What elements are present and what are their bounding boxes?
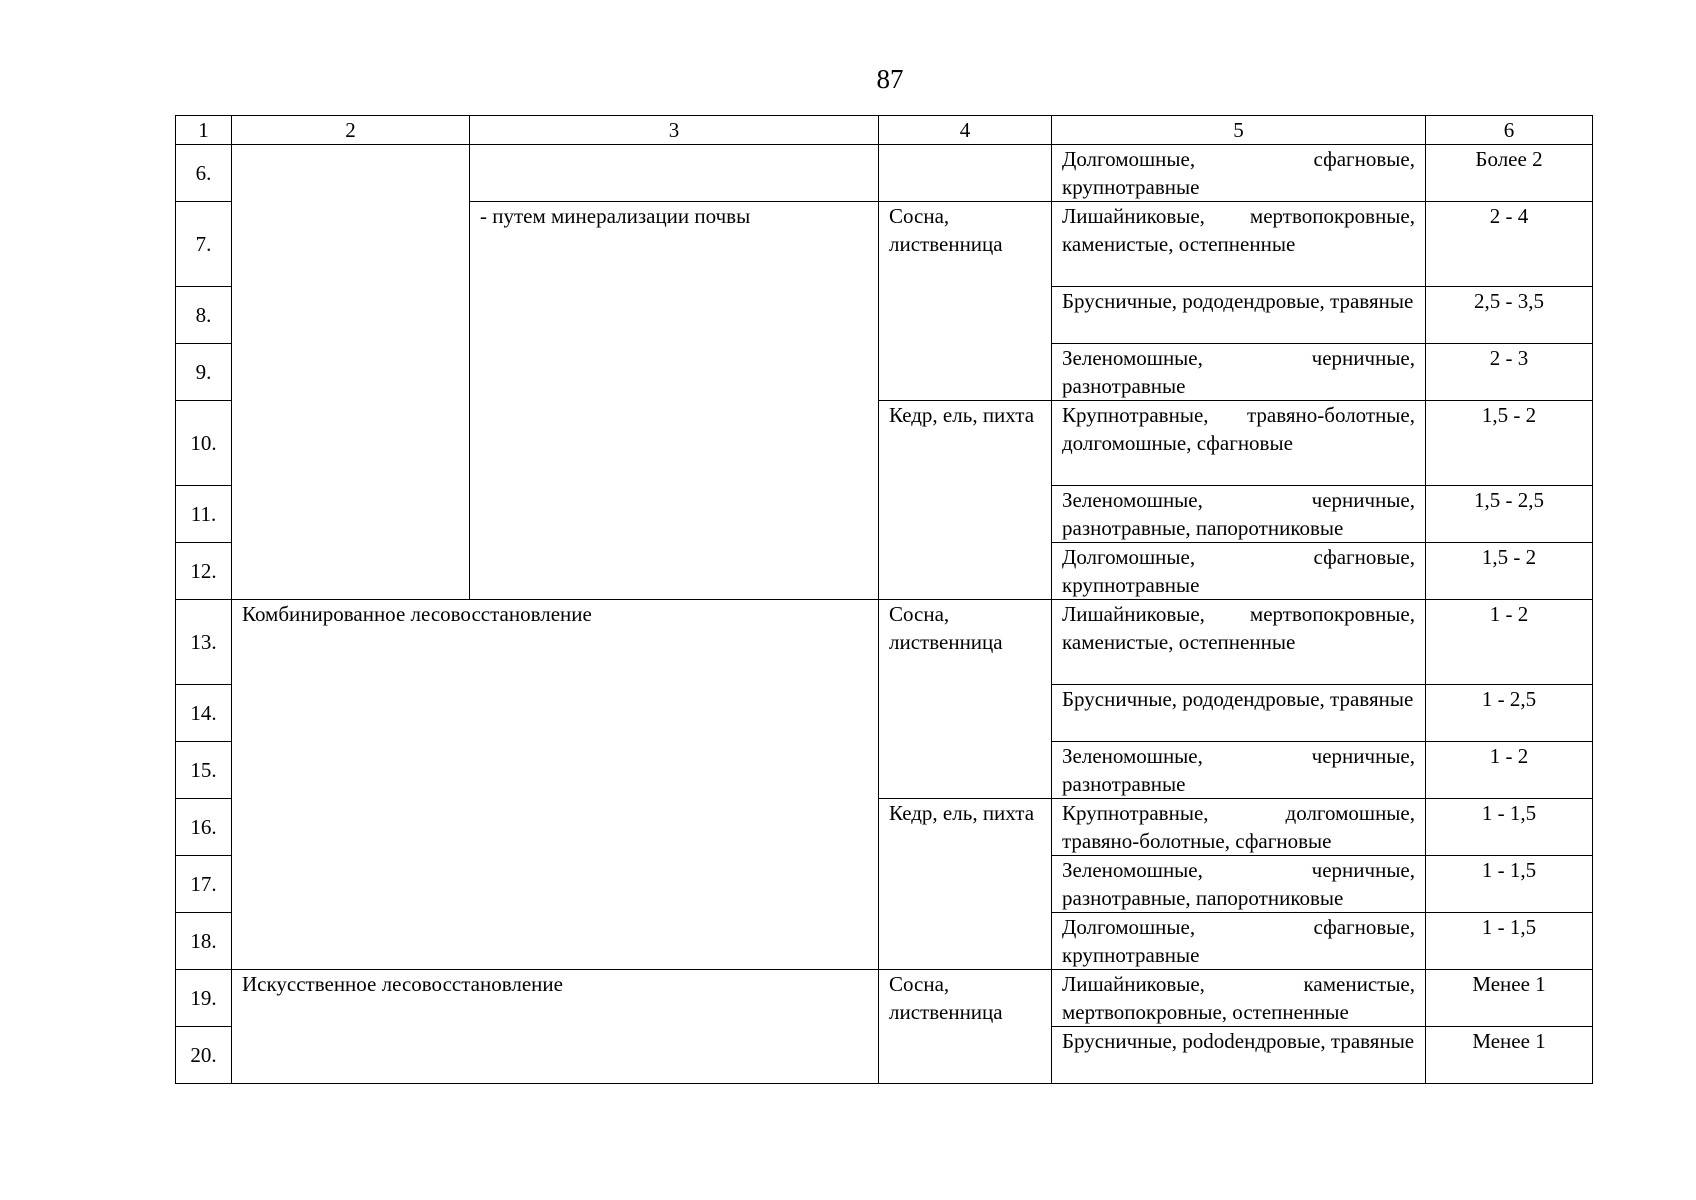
forest-type-cell: Брусничные, рододендровые, травяные <box>1052 287 1426 344</box>
forest-restoration-table <box>175 115 1593 1084</box>
table-row <box>176 145 1593 202</box>
value-cell: 1 - 2 <box>1426 742 1593 799</box>
row-number: 14. <box>176 685 232 742</box>
forest-type-cell: Брусничные, рododендровые, травяные <box>1052 1027 1426 1084</box>
forest-type-cell: Долгомошные, сфагновые, крупнотравные <box>1052 543 1426 600</box>
row-number: 19. <box>176 970 232 1027</box>
value-cell: 1,5 - 2 <box>1426 543 1593 600</box>
forest-type-cell: Зеленомошные, черничные, разнотравные, папоротниковые <box>1052 856 1426 913</box>
header-cell: 2 <box>232 116 470 145</box>
forest-type-cell: Долгомошные, сфагновые, крупнотравные <box>1052 913 1426 970</box>
forest-type-cell: Лишайниковые, мертвопокровные, каменистые, остепненные <box>1052 202 1426 287</box>
value-cell: 1 - 1,5 <box>1426 856 1593 913</box>
header-cell: 4 <box>879 116 1052 145</box>
forest-type-cell: Крупнотравные, долгомошные, травяно-болотные, сфагновые <box>1052 799 1426 856</box>
value-cell: 2 - 4 <box>1426 202 1593 287</box>
value-cell: 1 - 2 <box>1426 600 1593 685</box>
page-number: 87 <box>876 64 904 94</box>
row-number: 11. <box>176 486 232 543</box>
value-cell: Более 2 <box>1426 145 1593 202</box>
table-row <box>176 600 1593 685</box>
header-cell: 3 <box>470 116 879 145</box>
value-cell: 1,5 - 2 <box>1426 401 1593 486</box>
forest-type-cell: Зеленомошные, черничные, разнотравные <box>1052 344 1426 401</box>
method-cell-empty <box>232 145 470 600</box>
header-cell: 5 <box>1052 116 1426 145</box>
value-cell: Менее 1 <box>1426 970 1593 1027</box>
row-number: 18. <box>176 913 232 970</box>
header-cell: 1 <box>176 116 232 145</box>
row-number: 8. <box>176 287 232 344</box>
forest-type-cell: Зеленомошные, черничные, разнотравные <box>1052 742 1426 799</box>
table-row <box>176 970 1593 1027</box>
header-row <box>176 116 1593 145</box>
submethod-cell-empty <box>470 145 879 202</box>
row-number: 13. <box>176 600 232 685</box>
row-number: 12. <box>176 543 232 600</box>
species-cell: Сосна, лиственница <box>879 202 1052 401</box>
submethod-cell: - путем минерализации почвы <box>470 202 879 600</box>
header-cell: 6 <box>1426 116 1593 145</box>
forest-type-cell: Лишайниковые, каменистые, мертвопокровные, остепненные <box>1052 970 1426 1027</box>
row-number: 9. <box>176 344 232 401</box>
row-number: 7. <box>176 202 232 287</box>
row-number: 10. <box>176 401 232 486</box>
forest-type-cell: Лишайниковые, мертвопокровные, каменистые, остепненные <box>1052 600 1426 685</box>
forest-type-cell: Брусничные, рододендровые, травяные <box>1052 685 1426 742</box>
value-cell: 2,5 - 3,5 <box>1426 287 1593 344</box>
method-cell: Искусственное лесовосстановление <box>232 970 879 1084</box>
row-number: 17. <box>176 856 232 913</box>
value-cell: 2 - 3 <box>1426 344 1593 401</box>
value-cell: 1 - 1,5 <box>1426 799 1593 856</box>
row-number: 20. <box>176 1027 232 1084</box>
value-cell: Менее 1 <box>1426 1027 1593 1084</box>
row-number: 6. <box>176 145 232 202</box>
species-cell: Кедр, ель, пихта <box>879 799 1052 970</box>
row-number: 16. <box>176 799 232 856</box>
species-cell-empty <box>879 145 1052 202</box>
species-cell: Сосна, лиственница <box>879 600 1052 799</box>
species-cell: Кедр, ель, пихта <box>879 401 1052 600</box>
method-cell: Комбинированное лесовосстановление <box>232 600 879 970</box>
row-number: 15. <box>176 742 232 799</box>
species-cell: Сосна, лиственница <box>879 970 1052 1084</box>
forest-type-cell: Долгомошные, сфагновые, крупнотравные <box>1052 145 1426 202</box>
forest-type-cell: Зеленомошные, черничные, разнотравные, папоротниковые <box>1052 486 1426 543</box>
value-cell: 1,5 - 2,5 <box>1426 486 1593 543</box>
value-cell: 1 - 1,5 <box>1426 913 1593 970</box>
value-cell: 1 - 2,5 <box>1426 685 1593 742</box>
forest-type-cell: Крупнотравные, травяно-болотные, долгомошные, сфагновые <box>1052 401 1426 486</box>
